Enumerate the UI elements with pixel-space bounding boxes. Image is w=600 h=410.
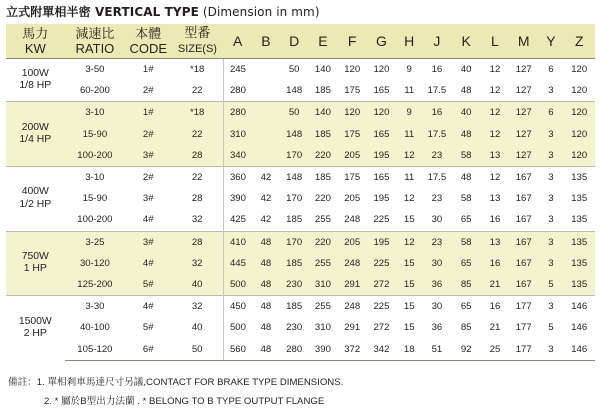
table-cell: 225	[367, 253, 396, 274]
table-cell: 195	[367, 145, 396, 167]
table-cell: 9	[396, 59, 422, 81]
table-cell: 50	[280, 59, 308, 81]
table-row	[6, 253, 595, 274]
table-cell: 30-120	[65, 253, 126, 274]
header-ratio: 減速比 RATIO	[65, 24, 126, 59]
table-cell: 140	[308, 102, 337, 124]
table-cell: 135	[563, 231, 595, 253]
table-cell: 17.5	[422, 166, 451, 188]
table-cell: 185	[280, 296, 308, 318]
table-cell: 148	[280, 124, 308, 145]
table-cell: 12	[481, 166, 509, 188]
table-cell	[252, 80, 280, 102]
table-cell: 177	[509, 338, 538, 360]
table-cell: 11	[396, 166, 422, 188]
table-cell: 167	[509, 274, 538, 296]
table-cell: 248	[338, 253, 367, 274]
table-cell: 30	[422, 296, 451, 318]
page-title	[6, 3, 320, 20]
table-cell: 127	[509, 80, 538, 102]
table-cell: 425	[224, 209, 252, 231]
table-cell: 167	[509, 209, 538, 231]
table-cell: 280	[224, 80, 252, 102]
header-h: H	[396, 24, 422, 59]
table-cell: 15-90	[65, 124, 126, 145]
table-cell: 1#	[125, 102, 171, 124]
table-body	[6, 59, 595, 361]
table-cell: 127	[509, 59, 538, 81]
table-cell: 120	[367, 59, 396, 81]
header-row	[6, 24, 595, 59]
table-cell: 125-200	[65, 274, 126, 296]
table-cell: 16	[481, 209, 509, 231]
header-e: E	[308, 24, 337, 59]
table-row	[6, 59, 595, 81]
table-cell: 3	[538, 338, 563, 360]
table-cell: 135	[563, 253, 595, 274]
table-cell: 3#	[125, 188, 171, 209]
table-cell	[252, 124, 280, 145]
table-cell: 100-200	[65, 145, 126, 167]
table-cell: 13	[481, 145, 509, 167]
table-row	[6, 124, 595, 145]
table-cell: 175	[338, 80, 367, 102]
header-b: B	[252, 24, 280, 59]
table-cell: 65	[452, 253, 481, 274]
table-cell: 560	[224, 338, 252, 360]
table-cell: 127	[509, 102, 538, 124]
table-cell: 60-200	[65, 80, 126, 102]
table-cell: 9	[396, 102, 422, 124]
table-cell: 15	[396, 253, 422, 274]
table-cell: 17.5	[422, 80, 451, 102]
table-cell: 48	[452, 166, 481, 188]
table-cell: 2#	[125, 124, 171, 145]
table-cell: 148	[280, 80, 308, 102]
table-cell: 310	[224, 124, 252, 145]
table-cell: 248	[338, 209, 367, 231]
table-cell: 140	[308, 59, 337, 81]
header-f: F	[338, 24, 367, 59]
table-cell: 2#	[125, 80, 171, 102]
table-cell: 167	[509, 231, 538, 253]
table-cell: 500	[224, 274, 252, 296]
table-cell: 3	[538, 124, 563, 145]
table-cell: 3	[538, 166, 563, 188]
table-cell: 165	[367, 124, 396, 145]
table-cell: 185	[280, 209, 308, 231]
table-cell: 225	[367, 209, 396, 231]
table-cell: 58	[452, 231, 481, 253]
table-cell: 6	[538, 59, 563, 81]
table-cell: 6	[538, 102, 563, 124]
table-cell: 22	[171, 166, 223, 188]
table-cell: 40-100	[65, 317, 126, 338]
table-cell: 120	[338, 102, 367, 124]
table-cell: 360	[224, 166, 252, 188]
table-cell: 146	[563, 338, 595, 360]
table-cell: 36	[422, 274, 451, 296]
table-cell: 205	[338, 231, 367, 253]
table-cell: 23	[422, 145, 451, 167]
table-cell: 16	[422, 102, 451, 124]
table-cell: 3-10	[65, 102, 126, 124]
table-cell: 135	[563, 188, 595, 209]
table-cell: 21	[481, 317, 509, 338]
table-cell: 3	[538, 253, 563, 274]
table-cell: 3-25	[65, 231, 126, 253]
table-cell: 48	[452, 124, 481, 145]
table-cell: 175	[338, 124, 367, 145]
table-cell: 445	[224, 253, 252, 274]
table-cell: 255	[308, 253, 337, 274]
table-cell: 177	[509, 317, 538, 338]
table-cell: 185	[308, 124, 337, 145]
table-cell: 40	[171, 274, 223, 296]
table-cell: 30	[422, 253, 451, 274]
table-cell: 15	[396, 296, 422, 318]
table-cell: 85	[452, 317, 481, 338]
table-cell: 48	[252, 296, 280, 318]
header-j: J	[422, 24, 451, 59]
table-cell: 12	[481, 80, 509, 102]
table-cell: 12	[481, 59, 509, 81]
table-cell	[252, 102, 280, 124]
table-cell: 11	[396, 124, 422, 145]
table-cell: 280	[280, 338, 308, 360]
table-row	[6, 296, 595, 318]
table-cell: 42	[252, 188, 280, 209]
table-cell: 450	[224, 296, 252, 318]
table-cell: 310	[308, 274, 337, 296]
table-cell: 48	[452, 80, 481, 102]
table-cell: 3-50	[65, 59, 126, 81]
dimension-table	[6, 24, 595, 361]
header-power: 馬力 KW	[6, 24, 65, 59]
table-cell: 185	[280, 253, 308, 274]
table-row	[6, 274, 595, 296]
table-cell: 1#	[125, 59, 171, 81]
table-cell: 5	[538, 274, 563, 296]
table-cell: 40	[452, 102, 481, 124]
table-cell: 342	[367, 338, 396, 360]
table-cell: 17.5	[422, 124, 451, 145]
table-cell: 23	[422, 231, 451, 253]
table-row	[6, 80, 595, 102]
power-cell: 400W 1/2 HP	[6, 166, 65, 231]
table-cell: 310	[308, 317, 337, 338]
header-d: D	[280, 24, 308, 59]
header-z: Z	[563, 24, 595, 59]
table-cell: 410	[224, 231, 252, 253]
table-cell: 12	[481, 102, 509, 124]
table-cell: 195	[367, 231, 396, 253]
table-cell: 48	[252, 231, 280, 253]
table-cell: 205	[338, 145, 367, 167]
note-brake-type: 備註：1. 單相剎車馬達尺寸另議,CONTACT FOR BRAKE TYPE DIMENSIONS.	[8, 377, 344, 388]
table-cell: 28	[171, 231, 223, 253]
table-cell: 22	[171, 124, 223, 145]
header-code: 本體 CODE	[125, 24, 171, 59]
table-cell: 3	[538, 145, 563, 167]
table-cell: 48	[252, 338, 280, 360]
table-cell: 65	[452, 209, 481, 231]
table-cell: 58	[452, 188, 481, 209]
table-cell: 36	[422, 317, 451, 338]
table-cell: 500	[224, 317, 252, 338]
table-row	[6, 231, 595, 253]
table-cell: 165	[367, 80, 396, 102]
table-cell: 3#	[125, 145, 171, 167]
table-cell: 40	[171, 317, 223, 338]
table-cell: 3-30	[65, 296, 126, 318]
table-cell: 195	[367, 188, 396, 209]
table-cell: 4#	[125, 253, 171, 274]
table-cell	[252, 145, 280, 167]
table-cell: 22	[171, 80, 223, 102]
table-cell: 11	[396, 80, 422, 102]
header-m: M	[509, 24, 538, 59]
table-cell: 13	[481, 231, 509, 253]
table-cell: 28	[171, 188, 223, 209]
table-row	[6, 102, 595, 124]
table-cell: 291	[338, 274, 367, 296]
table-cell: 51	[422, 338, 451, 360]
table-cell: 146	[563, 317, 595, 338]
header-size: 型番 SIZE(S)	[171, 24, 223, 59]
table-cell: 2#	[125, 166, 171, 188]
table-cell: 15	[396, 317, 422, 338]
table-cell: 230	[280, 317, 308, 338]
table-cell: 58	[452, 145, 481, 167]
table-cell: 167	[509, 188, 538, 209]
table-cell: 16	[481, 253, 509, 274]
power-cell: 100W 1/8 HP	[6, 59, 65, 102]
table-cell: 165	[367, 166, 396, 188]
table-cell: 167	[509, 253, 538, 274]
table-cell: 390	[308, 338, 337, 360]
table-row	[6, 338, 595, 360]
table-cell: 50	[171, 338, 223, 360]
table-cell: 18	[396, 338, 422, 360]
table-cell: 16	[422, 59, 451, 81]
table-cell: 15-90	[65, 188, 126, 209]
table-cell: 3	[538, 296, 563, 318]
table-cell: 340	[224, 145, 252, 167]
table-cell: 100-200	[65, 209, 126, 231]
table-cell: 205	[338, 188, 367, 209]
header-g: G	[367, 24, 396, 59]
table-cell: 12	[396, 188, 422, 209]
table-cell: 120	[563, 59, 595, 81]
table-cell: 3	[538, 188, 563, 209]
table-cell: 5#	[125, 317, 171, 338]
table-cell: 48	[252, 253, 280, 274]
table-cell: 220	[308, 231, 337, 253]
table-cell: 48	[252, 317, 280, 338]
table-cell: 32	[171, 209, 223, 231]
table-cell: 4#	[125, 209, 171, 231]
table-cell: 127	[509, 124, 538, 145]
table-cell: 120	[367, 102, 396, 124]
table-cell: 135	[563, 166, 595, 188]
table-cell: 245	[224, 59, 252, 81]
table-cell: 28	[171, 145, 223, 167]
table-cell	[252, 59, 280, 81]
table-cell: 372	[338, 338, 367, 360]
table-cell: 12	[396, 145, 422, 167]
table-cell: 120	[563, 102, 595, 124]
table-cell: 120	[563, 145, 595, 167]
table-cell: 170	[280, 145, 308, 167]
table-cell: 42	[252, 166, 280, 188]
table-cell: 167	[509, 166, 538, 188]
table-cell: 23	[422, 188, 451, 209]
table-cell: 177	[509, 296, 538, 318]
table-cell: 3#	[125, 231, 171, 253]
table-cell: 120	[563, 80, 595, 102]
table-cell: 3	[538, 231, 563, 253]
table-cell: 105-120	[65, 338, 126, 360]
table-cell: 5#	[125, 274, 171, 296]
header-k: K	[452, 24, 481, 59]
table-cell: 120	[338, 59, 367, 81]
table-cell: 3	[538, 80, 563, 102]
table-cell: 25	[481, 338, 509, 360]
table-cell: 65	[452, 296, 481, 318]
table-cell: 175	[338, 166, 367, 188]
table-row	[6, 166, 595, 188]
title-dimension-unit: (Dimension in mm)	[198, 5, 320, 19]
table-cell: 185	[308, 166, 337, 188]
table-cell: 255	[308, 296, 337, 318]
table-cell: 15	[396, 209, 422, 231]
table-row	[6, 317, 595, 338]
table-cell: 291	[338, 317, 367, 338]
header-y: Y	[538, 24, 563, 59]
table-cell: 127	[509, 145, 538, 167]
table-row	[6, 145, 595, 167]
table-cell: 185	[308, 80, 337, 102]
table-cell: 16	[481, 296, 509, 318]
power-cell: 750W 1 HP	[6, 231, 65, 296]
table-cell: 6#	[125, 338, 171, 360]
table-cell: 280	[224, 102, 252, 124]
header-a: A	[224, 24, 252, 59]
table-cell: 40	[452, 59, 481, 81]
table-cell: 135	[563, 209, 595, 231]
table-cell: 32	[171, 296, 223, 318]
table-cell: 5	[538, 317, 563, 338]
table-row	[6, 188, 595, 209]
table-cell: 50	[280, 102, 308, 124]
header-l: L	[481, 24, 509, 59]
table-cell: 225	[367, 296, 396, 318]
table-cell: 32	[171, 253, 223, 274]
table-cell: 120	[563, 124, 595, 145]
table-cell: 272	[367, 274, 396, 296]
note-b-type-flange: 2. * 屬於B型出力法蘭 . * BELONG TO B TYPE OUTPUT FLANGE	[44, 396, 325, 407]
table-cell: 3-10	[65, 166, 126, 188]
table-cell: 3	[538, 209, 563, 231]
table-cell: 390	[224, 188, 252, 209]
table-cell: 85	[452, 274, 481, 296]
table-row	[6, 209, 595, 231]
table-cell: 220	[308, 145, 337, 167]
table-cell: 15	[396, 274, 422, 296]
table-cell: 30	[422, 209, 451, 231]
table-cell: 148	[280, 166, 308, 188]
power-cell: 1500W 2 HP	[6, 296, 65, 361]
table-cell: 220	[308, 188, 337, 209]
table-cell: 92	[452, 338, 481, 360]
table-cell: 4#	[125, 296, 171, 318]
table-cell: 248	[338, 296, 367, 318]
table-cell: 170	[280, 188, 308, 209]
table-cell: *18	[171, 102, 223, 124]
table-cell: 255	[308, 209, 337, 231]
table-cell: *18	[171, 59, 223, 81]
title-main: 立式附單相半密 VERTICAL TYPE	[6, 5, 199, 19]
table-cell: 12	[481, 124, 509, 145]
table-cell: 13	[481, 188, 509, 209]
table-cell: 135	[563, 274, 595, 296]
table-cell: 42	[252, 209, 280, 231]
table-cell: 170	[280, 231, 308, 253]
table-cell: 21	[481, 274, 509, 296]
table-cell: 12	[396, 231, 422, 253]
table-cell: 146	[563, 296, 595, 318]
table-cell: 48	[252, 274, 280, 296]
table-cell: 230	[280, 274, 308, 296]
power-cell: 200W 1/4 HP	[6, 102, 65, 167]
table-cell: 272	[367, 317, 396, 338]
